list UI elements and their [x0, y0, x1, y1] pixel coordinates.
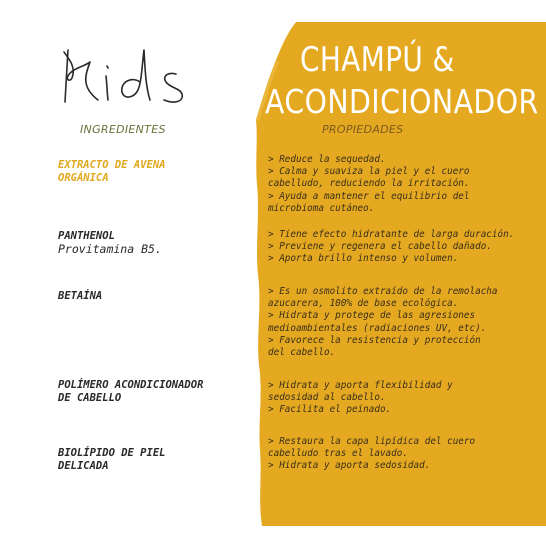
- ingredient-name: POLÍMERO ACONDICIONADOR DE CABELLO: [58, 379, 204, 404]
- ingredient-properties: > Hidrata y aporta flexibilidad y sedosidad al cabello. > Facilita el peinado.: [268, 380, 453, 416]
- ingredient-name: EXTRACTO DE AVENA ORGÁNICA: [58, 159, 166, 184]
- ingredient-properties: > Es un osmolito extraído de la remolacha azucarera, 100% de base ecológica. > Hidrata y protege de las agresiones medioambientales (radiaciones UV, etc). > Favorece la resistencia y protección del cabello.: [268, 286, 498, 359]
- ingredients-header: INGREDIENTES: [80, 123, 166, 136]
- properties-header: PROPIEDADES: [322, 123, 404, 136]
- title-line-1: CHAMPÚ &: [300, 40, 455, 80]
- ingredient-name: BIOLÍPIDO DE PIEL DELICADA: [58, 447, 166, 472]
- ingredient-properties: > Restaura la capa lipídica del cuero cabelludo tras el lavado. > Hidrata y aporta sedosidad.: [268, 436, 476, 472]
- kids-brand-logo: [58, 30, 208, 110]
- title-line-2: ACONDICIONADOR: [265, 82, 539, 121]
- ingredient-properties: > Tiene efecto hidratante de larga duración. > Previene y regenera el cabello dañado. > Aporta brillo intenso y volumen.: [268, 229, 515, 265]
- ingredient-properties: > Reduce la sequedad. > Calma y suaviza la piel y el cuero cabelludo, reduciendo la irritación. > Ayuda a mantener el equilibrio del microbioma cutáneo.: [268, 154, 470, 214]
- ingredient-name: PANTHENOL Provitamina B5.: [58, 230, 162, 256]
- ingredient-name: BETAÍNA: [58, 290, 103, 302]
